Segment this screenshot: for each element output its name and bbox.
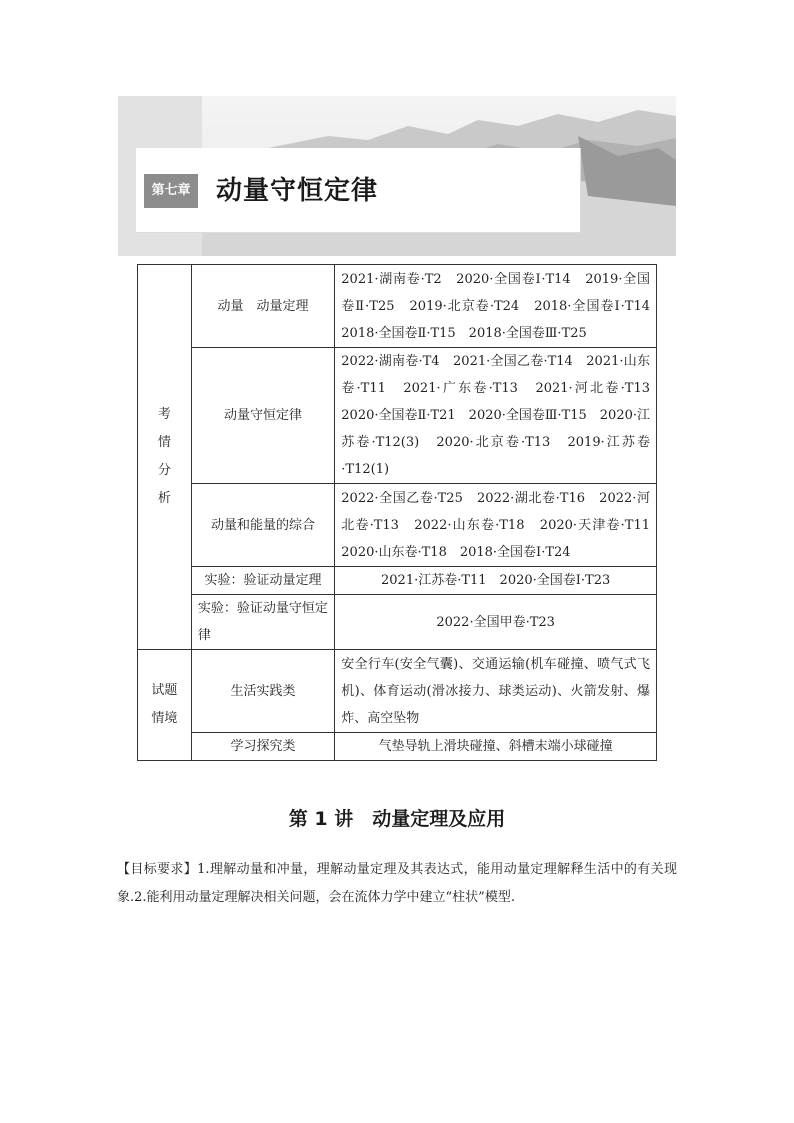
- learning-goals: [117, 856, 677, 912]
- context-category-cell: [138, 650, 192, 761]
- category-text: 试题: [151, 683, 178, 698]
- chapter-badge: 第七章: [144, 174, 198, 208]
- table-row: [138, 265, 657, 348]
- refs-cell: 2022·湖南卷·T4 2021·全国乙卷·T14 2021·山东卷·T11 2021·广东卷·T13 2021·河北卷·T13 2020·全国卷Ⅱ·T21 2020·全国卷Ⅲ·T15 2020·江苏卷·T12(3) 2020·北京卷·T13 2019·江苏卷·T12(1): [335, 348, 657, 484]
- topic-cell: 动量 动量定理: [191, 265, 334, 348]
- chapter-title: 动量守恒定律: [216, 176, 379, 206]
- refs-cell: 2022·全国甲卷·T23: [335, 595, 657, 650]
- topic-cell: 动量守恒定律: [191, 348, 334, 484]
- table-row: [138, 484, 657, 567]
- goals-text: 1.理解动量和冲量，理解动量定理及其表达式，能用动量定理解释生活中的有关现象.2.能利用动量定理解决相关问题，会在流体力学中建立“柱状”模型.: [117, 862, 677, 905]
- table-row: [138, 595, 657, 650]
- exam-analysis-table: [137, 264, 664, 761]
- topic-cell: 动量和能量的综合: [191, 484, 334, 567]
- category-char: 分: [157, 463, 171, 478]
- refs-cell: 安全行车(安全气囊)、交通运输(机车碰撞、喷气式飞机)、体育运动(滑冰接力、球类运动)、火箭发射、爆炸、高空坠物: [335, 650, 657, 733]
- table-row: [138, 348, 657, 484]
- refs-cell: 2022·全国乙卷·T25 2022·湖北卷·T16 2022·河北卷·T13 2022·山东卷·T18 2020·天津卷·T11 2020·山东卷·T18 2018·全国卷Ⅰ·T24: [335, 484, 657, 567]
- category-text: 情境: [151, 711, 178, 726]
- table-row: [138, 650, 657, 733]
- analysis-category-cell: [138, 265, 192, 650]
- topic-cell: 学习探究类: [191, 733, 334, 761]
- refs-cell: 2021·湖南卷·T2 2020·全国卷Ⅰ·T14 2019·全国卷Ⅱ·T25 2019·北京卷·T24 2018·全国卷Ⅰ·T14 2018·全国卷Ⅱ·T15 2018·全国卷Ⅲ·T25: [335, 265, 657, 348]
- goals-label: 【目标要求】: [117, 862, 198, 877]
- topic-cell: 生活实践类: [191, 650, 334, 733]
- category-char: 情: [157, 435, 171, 450]
- category-char: 析: [157, 491, 171, 506]
- category-char: 考: [157, 407, 171, 422]
- refs-cell: 2021·江苏卷·T11 2020·全国卷Ⅰ·T23: [335, 567, 657, 595]
- lesson-title: 第 1 讲 动量定理及应用: [288, 808, 506, 830]
- table-row: [138, 733, 657, 761]
- table-row: [138, 567, 657, 595]
- topic-cell: 实验：验证动量定理: [191, 567, 334, 595]
- topic-cell: 实验：验证动量守恒定律: [191, 595, 334, 650]
- refs-cell: 气垫导轨上滑块碰撞、斜槽末端小球碰撞: [335, 733, 657, 761]
